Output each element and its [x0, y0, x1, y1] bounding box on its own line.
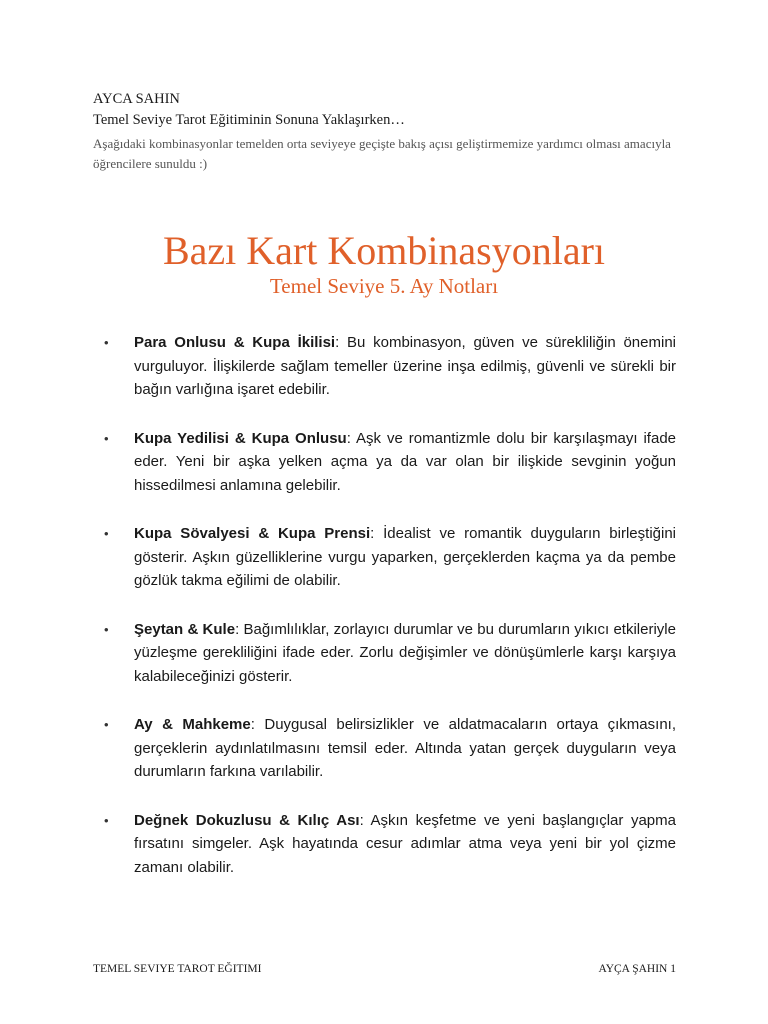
combination-name: Değnek Dokuzlusu & Kılıç Ası	[134, 811, 360, 829]
combination-description: : Bağımlılıklar, zorlayıcı durumlar ve bu durumların yıkıcı etkileriyle yüzleşme gerekliliğini ifade eder. Zorlu değişimler ve dönüşümlerle karşı karşıya kalabileceğinizi gösterir.	[134, 620, 676, 685]
combination-description: : Aşkın keşfetme ve yeni başlangıçlar yapma fırsatını simgeler. Aşk hayatında cesur adımlar atma veya yeni bir yol çizme zamanı olabilir.	[134, 811, 676, 876]
header-subtitle: Temel Seviye Tarot Eğitiminin Sonuna Yaklaşırken…	[93, 112, 405, 128]
page-title: Bazı Kart Kombinasyonları	[162, 228, 606, 273]
footer-author-page: AYÇA ŞAHIN 1	[598, 963, 676, 975]
combination-list	[104, 331, 676, 904]
title-block	[0, 226, 768, 299]
combination-description: : Aşk ve romantizmle dolu bir karşılaşmayı ifade eder. Yeni bir aşka yelken açma ya da var olan bir ilişkide sevginin yoğun hissedilmesi anlamına gelebilir.	[134, 429, 677, 494]
combination-name: Ay & Mahkeme	[134, 716, 251, 733]
bullet-icon: •	[104, 526, 109, 541]
combination-name: Kupa Yedilisi & Kupa Onlusu	[134, 429, 347, 447]
bullet-icon: •	[104, 335, 109, 350]
document-header	[93, 89, 693, 174]
footer-title: TEMEL SEVIYE TAROT EĞITIMI	[93, 963, 262, 975]
combination-description: : İdealist ve romantik duyguların birleştiğini gösterir. Aşkın güzelliklerine vurgu yaparken, gerçeklerden kaçma ya da pembe gözlük takma eğilimi de olabilir.	[134, 525, 677, 589]
page-subtitle: Temel Seviye 5. Ay Notları	[269, 274, 499, 298]
bullet-icon: •	[104, 621, 109, 637]
combination-description: : Duygusal belirsizlikler ve aldatmacaların ortaya çıkmasını, gerçeklerin aydınlatılmasını temsil eder. Altında yatan gerçek duyguların veya durumların farkına varılabilir.	[134, 716, 676, 780]
page-footer	[93, 963, 676, 975]
list-item	[104, 618, 676, 689]
bullet-icon: •	[104, 717, 109, 732]
bullet-icon: •	[104, 430, 109, 446]
list-item	[104, 331, 676, 402]
list-item	[104, 522, 676, 593]
intro-paragraph: Aşağıdaki kombinasyonlar temelden orta seviyeye geçişte bakış açısı geliştirmemize yardımcı olması amacıyla öğrencilere sunuldu :)	[93, 136, 671, 171]
author-name: AYCA SAHIN	[93, 91, 180, 107]
list-item	[104, 713, 676, 784]
bullet-icon: •	[104, 812, 109, 828]
list-item	[104, 427, 676, 498]
combination-name: Şeytan & Kule	[134, 620, 236, 638]
list-item	[104, 809, 676, 880]
combination-name: Para Onlusu & Kupa İkilisi	[134, 334, 336, 351]
combination-description: : Bu kombinasyon, güven ve sürekliliğin önemini vurguluyor. İlişkilerde sağlam temeller üzerine inşa edilmiş, güvenli ve sürekli bir bağın varlığına işaret edebilir.	[134, 334, 676, 398]
combination-name: Kupa Sövalyesi & Kupa Prensi	[134, 525, 371, 542]
